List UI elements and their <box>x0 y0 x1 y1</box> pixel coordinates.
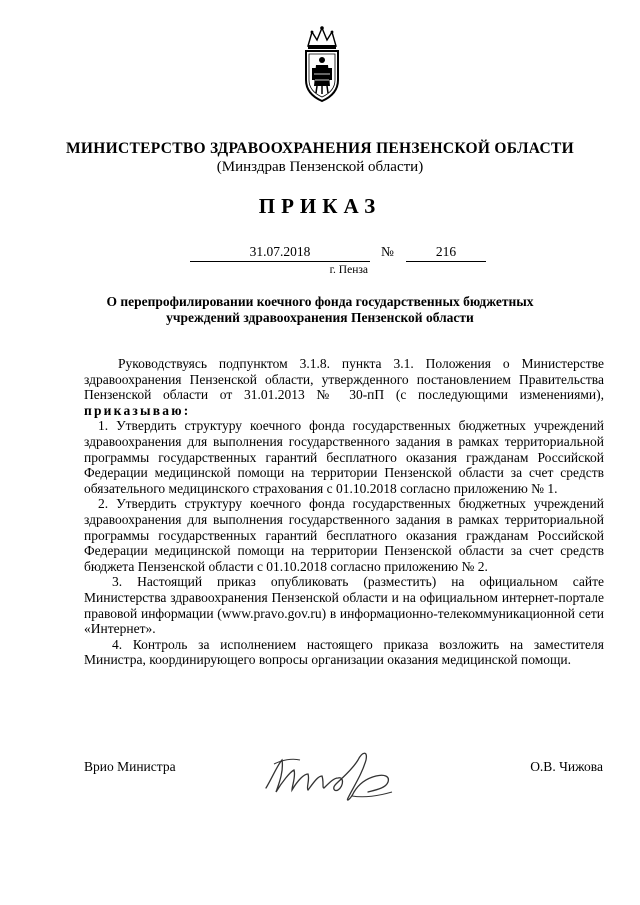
order-body <box>84 356 604 668</box>
order-item-2: 2. Утвердить структуру коечного фонда государственных бюджетных учреждений здравоохранения для выполнения государственного задания в рамках территориальной программы государственных гарантий бесплатного оказания гражданам Российской Федерации медицинской помощи на территории Пензенской области за счет средств бюджета Пензенской области с 01.10.2018 согласно приложению № 2. <box>84 496 604 574</box>
order-number: 216 <box>406 244 486 262</box>
preamble-text: Руководствуясь подпунктом 3.1.8. пункта 3.1. Положения о Министерстве здравоохранения Пензенской области, утвержденного постановлением Правительства Пензенской области от 31.01.2013 № 30-пП (с последующими изменениями), <box>84 356 604 403</box>
ministry-name: МИНИСТЕРСТВО ЗДРАВООХРАНЕНИЯ ПЕНЗЕНСКОЙ ОБЛАСТИ <box>65 140 575 157</box>
order-word: приказываю: <box>84 402 191 418</box>
order-subject: О перепрофилировании коечного фонда государственных бюджетных учреждений здравоохранения Пензенской области <box>106 294 534 325</box>
ministry-short-name: (Минздрав Пензенской области) <box>216 159 424 175</box>
order-item-3: 3. Настоящий приказ опубликовать (разместить) на официальном сайте Министерства здравоохранения Пензенской области и на официальном интернет-портале правовой информации (www.pravo.gov.ru) в информационно-телекоммуникационной сети «Интернет». <box>84 574 604 637</box>
signatory-name: О.В. Чижова <box>530 759 603 774</box>
order-item-4: 4. Контроль за исполнением настоящего приказа возложить на заместителя Министра, координирующего вопросы организации оказания медицинской помощи. <box>84 636 604 668</box>
order-city: г. Пенза <box>329 264 368 276</box>
order-date: 31.07.2018 <box>190 244 370 262</box>
signature-icon <box>252 742 412 806</box>
preamble-paragraph <box>84 356 604 418</box>
order-item-1: 1. Утвердить структуру коечного фонда государственных бюджетных учреждений здравоохранения для выполнения государственного задания в рамках территориальной программы государственных гарантий бесплатного оказания гражданам Российской Федерации медицинской помощи на территории Пензенской области за счет средств обязательного медицинского страхования с 01.10.2018 согласно приложению № 1. <box>84 418 604 496</box>
document-title: ПРИКАЗ <box>258 194 382 218</box>
signatory-position: Врио Министра <box>84 759 176 774</box>
order-number-sign: № <box>381 244 394 259</box>
coat-of-arms-icon <box>298 24 346 104</box>
